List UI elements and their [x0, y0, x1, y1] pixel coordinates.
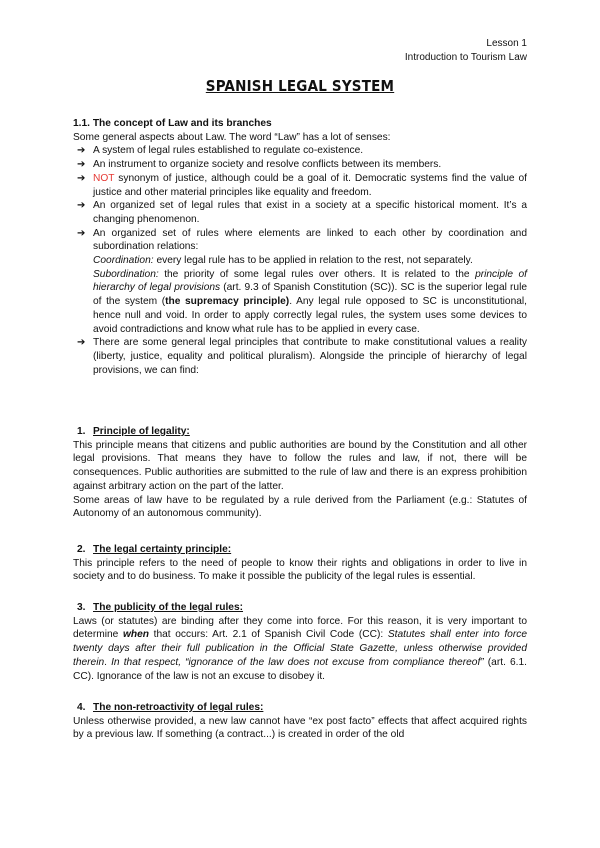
section-paragraph: Unless otherwise provided, a new law cannot have “ex post facto” effects that affect acquired rights by a previous law. If something (a contract...) is created in order of the old	[73, 715, 527, 741]
section-intro: Some general aspects about Law. The word “Law” has a lot of senses:	[73, 131, 391, 143]
arrow-icon: ➔	[77, 337, 86, 349]
subordination-paragraph: Subordination: the priority of some legal rules over others. It is related to the principle of hierarchy of legal provisions (art. 9.3 of Spanish Constitution (SC)). SC is the superior legal rule of the system (the supremacy principle). Any legal rule opposed to SC is unconstitutional, hence null and void. In order to apply correctly legal rules, the system uses some devices to avoid contradictions and know what rule has to be applied in every case.	[93, 268, 528, 335]
header-course: Introduction to Tourism Law	[404, 52, 527, 63]
list-item: ➔ An instrument to organize society and resolve conflicts between its members.	[77, 159, 442, 171]
header-lesson: Lesson 1	[486, 38, 527, 49]
arrow-icon: ➔	[77, 200, 86, 212]
section-heading: 1. Principle of legality:	[77, 426, 190, 437]
section-heading: 4. The non-retroactivity of legal rules:	[77, 702, 264, 713]
list-item: ➔ An organized set of legal rules that exist in a society at a specific historical moment. It’s a changing phenomenon.	[77, 200, 527, 225]
section-heading: 2. The legal certainty principle:	[77, 544, 232, 555]
page-title: SPANISH LEGAL SYSTEM	[205, 77, 395, 95]
bullet-list	[73, 144, 527, 254]
section-paragraph: Laws (or statutes) are binding after they come into force. For this reason, it is very important to determine when that occurs: Art. 2.1 of Spanish Civil Code (CC): Statutes shall enter into force twenty days after their full publication in the Official State Gazette, unless otherwise provided therein. In that respect, “ignorance of the law does not excuse from compliance thereof” (art. 6.1. CC). Ignorance of the law is not an excuse to disobey it.	[73, 615, 527, 682]
section-legal-certainty	[73, 543, 527, 584]
list-item: ➔ A system of legal rules established to regulate co-existence.	[77, 145, 364, 157]
bullet-list	[73, 336, 527, 377]
section-principle-of-legality	[73, 425, 527, 521]
section-non-retroactivity	[73, 701, 527, 742]
arrow-icon: ➔	[77, 172, 86, 184]
section-paragraph: Some areas of law have to be regulated by a rule derived from the Parliament (e.g.: Statutes of Autonomy of an autonomous community).	[73, 494, 527, 520]
list-item: ➔ An organized set of rules where elements are linked to each other by coordination and subordination relations:	[77, 227, 527, 253]
section-paragraph: This principle means that citizens and public authorities are bound by the Constitution and all other legal provisions. That means they have to follow the rules and law, if not, there will be consequences. Public authorities are submitted to the rule of law and there is an express prohibition against arbitrary action on the part of the latter.	[73, 439, 527, 492]
arrow-icon: ➔	[77, 145, 86, 157]
list-item: ➔ NOT synonym of justice, although could be a goal of it. Democratic systems find the value of justice and other material principles like equality and freedom.	[77, 172, 527, 198]
section-heading: 1.1. The concept of Law and its branches	[73, 118, 272, 129]
arrow-icon: ➔	[77, 159, 86, 171]
section-publicity-of-legal-rules	[73, 601, 527, 683]
arrow-icon: ➔	[77, 227, 86, 239]
not-emphasis: NOT	[93, 172, 115, 184]
list-item: ➔ There are some general legal principles that contribute to make constitutional values a reality (liberty, justice, equality and political pluralism). Alongside the principle of hierarchy of legal provisions, we can find:	[77, 337, 527, 376]
section-heading: 3. The publicity of the legal rules:	[77, 602, 244, 613]
section-paragraph: This principle refers to the need of people to know their rights and obligations in order to live in society and to do business. To make it possible the publicity of the legal rules is essential.	[73, 557, 527, 583]
section-concept-of-law	[73, 117, 527, 377]
coordination-paragraph: Coordination: every legal rule has to be applied in relation to the rest, not separately.	[93, 255, 473, 267]
